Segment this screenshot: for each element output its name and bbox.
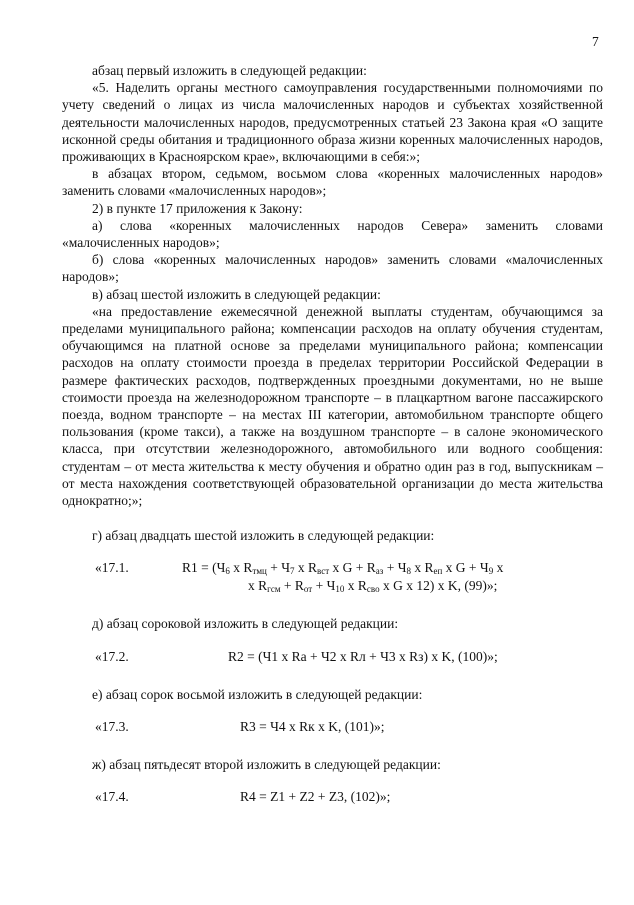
section-heading: д) абзац сороковой изложить в следующей редакции: [92,616,399,632]
paragraph: «на предоставление ежемесячной денежной выплаты студентам, обучающимся за пределами муниципального района; компенсации расходов на оплату обучения студентам, обучающимся на платной основе за пределами муниципального района; компенсации расходов на оплату стоимости проезда в пределах территории Российской Федерации в размере фактических расходов, подтвержденных проездными документами, но не выше стоимости проезда на железнодорожном транспорте – в плацкартном вагоне пассажирского поезда, водном транспорте – на местах III категории, автомобильном транспорте общего пользования (кроме такси), а также на воздушном транспорте – в салоне экономического класса, при отсутствии железнодорожного, автомобильного или водного сообщения: студентам – от места жительства к месту обучения и обратно один раз в год, выпускникам – от места нахождения соответствующей образовательной организации до места жительства однократно;»; [62,303,603,509]
formula-number: «17.3. [95,718,129,734]
formula-number: «17.1. [95,560,129,576]
formula-line-2: х $R_{гсм} + R_{от} + Ч_{10}$ х $R_{сво}$ х G х 12) х K, (99)»; [248,578,498,595]
formula-17-4 [62,788,603,808]
page-number: 7 [592,34,599,49]
section-heading: г) абзац двадцать шестой изложить в следующей редакции: [92,528,435,544]
paragraph: 2) в пункте 17 приложения к Закону: [92,200,303,216]
formula-expression: R4 = Z1 + Z2 + Z3, (102)»; [240,789,391,805]
paragraph: в) абзац шестой изложить в следующей редакции: [92,286,381,302]
document-body [62,62,603,808]
formula-17-3 [62,718,603,738]
formula-17-2 [62,648,603,668]
section-heading: ж) абзац пятьдесят второй изложить в следующей редакции: [92,756,441,772]
paragraph: в абзацах втором, седьмом, восьмом слова «коренных малочисленных народов» заменить словами «малочисленных народов»; [62,166,603,199]
paragraph: а) слова «коренных малочисленных народов Севера» заменить словами «малочисленных народов»; [62,217,603,251]
section-heading: е) абзац сорок восьмой изложить в следующей редакции: [92,686,423,702]
formula-number: «17.4. [95,789,129,805]
paragraph: «5. Наделить органы местного самоуправления государственными полномочиями по учету сведений о лицах из числа малочисленных народов и субъектах хозяйственной деятельности малочисленных народов, предусмотренных статьей 23 Закона края «О защите исконной среды обитания и традиционного образа жизни коренных малочисленных народов, проживающих в Красноярском крае», включающими в себя:»; [62,80,603,165]
formula-expression: R3 = Ч4 х Rк х K, (101)»; [240,718,385,734]
formula-number: «17.2. [95,648,129,664]
paragraph: абзац первый изложить в следующей редакции: [92,63,367,78]
formula-line-1: $R1 = (Ч_6$ х $R_{тмц} + Ч_7$ х $R_{вст}$ х $G + R_{аз} + Ч_8$ х $R_{еп}$ х $G + Ч_9$ х [182,560,504,577]
paragraph: б) слова «коренных малочисленных народов» заменить словами «малочисленных народов»; [62,252,603,285]
formula-17-1 [62,559,603,597]
formula-expression: R2 = (Ч1 х Ra + Ч2 х Rл + Ч3 х Rз) х K, (100)»; [228,648,498,664]
